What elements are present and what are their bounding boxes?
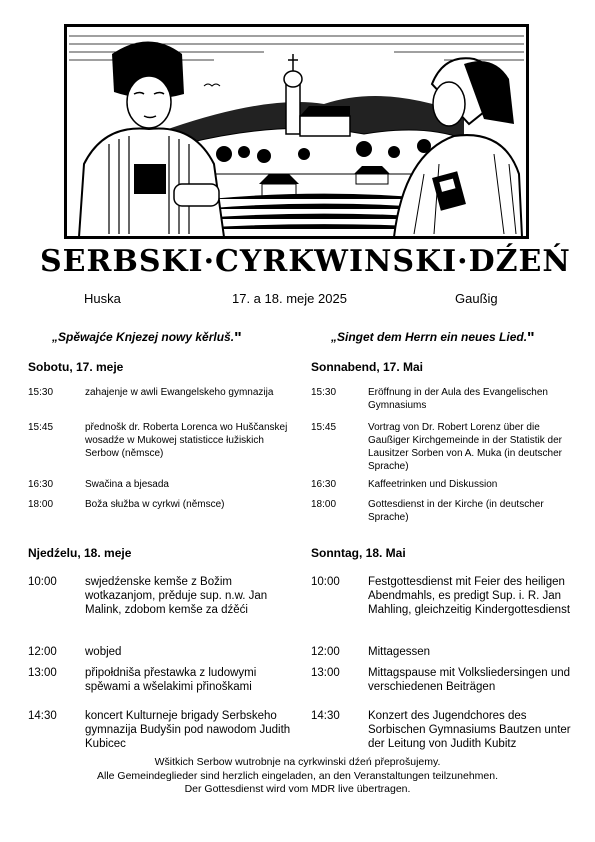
- list-item: [28, 478, 296, 498]
- list-item: [311, 575, 579, 645]
- event-text: Vortrag von Dr. Robert Lorenz über die Gaußiger Kirchgemeinde in der Statistik der Lausitzer Sorben von A. Muka (in deutscher Sprache): [368, 422, 562, 472]
- motto-german-text: „Singet dem Herrn ein neues Lied.: [331, 330, 528, 344]
- header-illustration: [64, 24, 529, 239]
- list-item: [311, 666, 579, 709]
- location-right: Gaußig: [455, 291, 498, 306]
- event-text: zahajenje w awli Ewangelskeho gymnazija: [85, 387, 274, 398]
- event-time: 15:45: [311, 422, 337, 433]
- footer-line: Der Gottesdienst wird vom MDR live übertragen.: [184, 783, 411, 795]
- list-item: [28, 386, 296, 421]
- event-text: wobjed: [85, 646, 122, 658]
- event-text: Eröffnung in der Aula des Evangelischen Gymnasiums: [368, 387, 548, 411]
- motto-german-close-mark: ": [527, 330, 535, 347]
- list-item: [28, 421, 296, 478]
- event-dates: 17. a 18. meje 2025: [232, 291, 347, 306]
- day-heading: Njedźelu, 18. meje: [28, 546, 132, 560]
- footer-line: Alle Gemeindeglieder sind herzlich eingeladen, an den Veranstaltungen teilzunehmen.: [96, 769, 499, 782]
- list-item: [28, 575, 296, 645]
- event-time: 13:00: [28, 667, 57, 679]
- event-text: Mittagspause mit Volksliedersingen und verschiedenen Beiträgen: [368, 667, 571, 693]
- event-time: 12:00: [28, 646, 57, 658]
- event-text: Festgottesdienst mit Feier des heiligen Abendmahls, es predigt Sup. i. R. Jan Mahling, gleichzeitig Kindergottesdienst: [368, 576, 571, 616]
- program-sorbian: [28, 360, 296, 759]
- event-text: Boža słužba w cyrkwi (němsce): [85, 499, 225, 510]
- event-text: Swačina a bjesada: [85, 479, 169, 490]
- motto-sorbian-close-mark: ": [234, 330, 242, 347]
- list-item: [311, 421, 579, 478]
- event-text: připołdniša přestawka z ludowymi spěwami a wšelakimi přinoškami: [85, 667, 257, 693]
- woodcut-scene-image: [64, 24, 529, 239]
- day-heading: Sonntag, 18. Mai: [311, 546, 406, 560]
- motto-sorbian-text: „Spěwajće Knjezej nowy kěrluš.: [52, 330, 235, 344]
- motto-german: [331, 330, 535, 348]
- list-item: [28, 645, 296, 666]
- location-left: Huska: [84, 291, 121, 306]
- event-time: 18:00: [28, 499, 54, 510]
- list-item: [311, 498, 579, 546]
- event-time: 16:30: [28, 479, 54, 490]
- program-german: [311, 360, 579, 759]
- list-item: [311, 386, 579, 421]
- list-item: [311, 645, 579, 666]
- event-text: Gottesdienst in der Kirche (in deutscher Sprache): [368, 499, 544, 523]
- footer: [40, 756, 555, 797]
- event-time: 15:30: [311, 387, 337, 398]
- event-time: 10:00: [311, 576, 340, 588]
- event-time: 15:45: [28, 422, 54, 433]
- page-title: SERBSKI·CYRKWINSKI·DŹEŃ: [40, 244, 571, 279]
- list-item: [28, 709, 296, 759]
- list-item: [28, 666, 296, 709]
- list-item: [311, 709, 579, 759]
- event-time: 12:00: [311, 646, 340, 658]
- day-heading: Sonnabend, 17. Mai: [311, 360, 424, 374]
- list-item: [28, 498, 296, 546]
- event-text: Mittagessen: [368, 646, 431, 658]
- motto-sorbian: [52, 330, 242, 348]
- event-text: swjedźenske kemše z Božim wotkazanjom, prěduje sup. n.w. Jan Malink, zdobom kemše za dźěći: [85, 576, 268, 616]
- event-time: 18:00: [311, 499, 337, 510]
- event-time: 14:30: [311, 710, 340, 722]
- event-time: 10:00: [28, 576, 57, 588]
- event-time: 13:00: [311, 667, 340, 679]
- event-time: 15:30: [28, 387, 54, 398]
- event-text: přednošk dr. Roberta Lorenca wo Huščanskej wosadźe w Mukowej statisticce łužiskich Serbow (němsce): [85, 422, 288, 459]
- footer-line: Wšitkich Serbow wutrobnje na cyrkwinski dźeń přeprošujemy.: [154, 756, 441, 768]
- event-text: koncert Kulturneje brigady Serbskeho gymnazija Budyšin pod nawodom Judith Kubicec: [85, 710, 291, 750]
- event-time: 16:30: [311, 479, 337, 490]
- event-text: Kaffeetrinken und Diskussion: [368, 479, 498, 490]
- day-heading: Sobotu, 17. meje: [28, 360, 124, 374]
- event-text: Konzert des Jugendchores des Sorbischen Gymnasiums Bautzen unter der Leitung von Judith Kubitz: [368, 710, 571, 750]
- list-item: [311, 478, 579, 498]
- event-time: 14:30: [28, 710, 57, 722]
